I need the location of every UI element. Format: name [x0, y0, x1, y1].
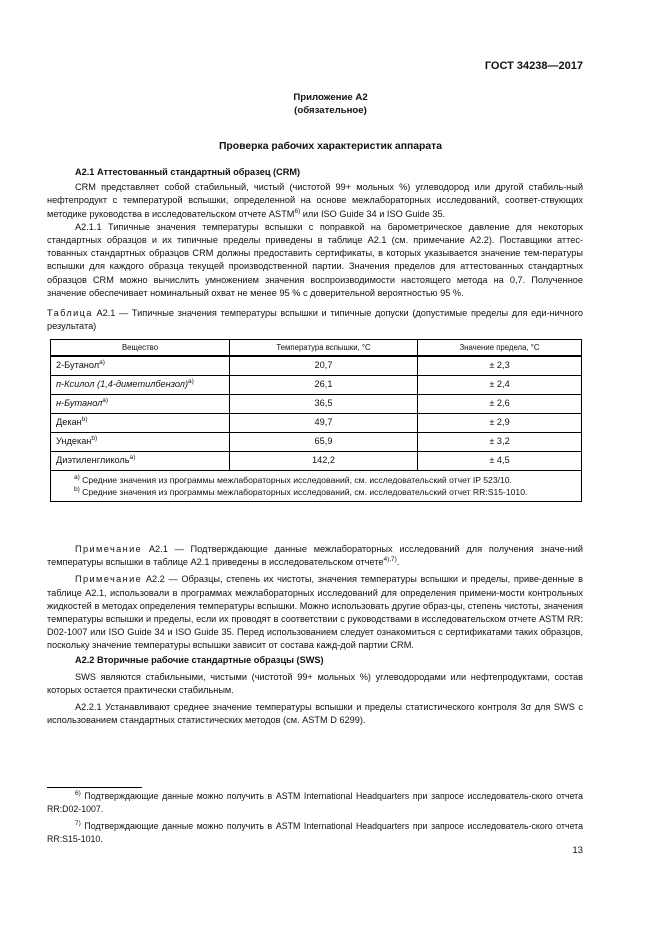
- document-title: Проверка рабочих характеристик аппарата: [218, 141, 443, 152]
- substance-cell: п-Ксилол (1,4-диметилбензол)$^{а)}$: [51, 376, 230, 395]
- footnote-6: $^{6)}$ Подтверждающие данные можно получить в ASTM International Headquarters при запросе исследователь-ского отчета RR:D02-1007.: [47, 790, 583, 814]
- limit-cell: ± 2,6: [418, 395, 582, 414]
- table-row: [51, 414, 582, 433]
- table-note-b: $^{b)}$ Средние значения из программы межлабораторных исследований, см. исследовательский отчет RR:S15-1010.: [74, 486, 528, 497]
- notes-block: [47, 543, 583, 653]
- limit-cell: ± 2,3: [418, 356, 582, 376]
- section-a21-paragraph-1: CRM представляет собой стабильный, чистый (чистотой 99+ мольных %) углеводород или другой стабиль-ный нефтепродукт с температурой вспышки, определенной на основе межлабораторных исследований, соответ-ствующих методике руководства в исследовательском отчете ASTM$^{6)}$ или ISO Guide 34 и ISO Guide 35.: [47, 182, 583, 219]
- appendix-heading: [0, 91, 661, 117]
- table-notes-row: [51, 471, 582, 502]
- note-a22: Примечание А2.2 — Образцы, степень их чистоты, значения температуры вспышки и пределы, приве-денные в таблице А2.1, использовали в программах межлабораторных исследований для определения примени-мости контрольных жидкостей в методах определения температуры вспышки. Можно использовать другие образ-цы, степень чистоты, значения температуры вспышки и пределы, если их проводят в соответствии с руководствами в исследовательском отчете ASTM RR: D02-1007 или ISO Guide 34 и ISO Guide 35. Перед использованием следует ознакомиться с сертификатами таких образцов, поскольку значение температуры вспышки зависит от состава кажд-дой партии CRM.: [47, 574, 583, 651]
- flash-point-cell: 65,9: [230, 433, 418, 452]
- limit-cell: ± 4,5: [418, 452, 582, 471]
- limit-cell: ± 3,2: [418, 433, 582, 452]
- column-header-limit: Значение предела, °С: [418, 340, 582, 357]
- footnote-separator: [47, 787, 142, 788]
- flash-point-table: [50, 339, 582, 502]
- column-header-flash-point: Температура вспышки, °С: [230, 340, 418, 357]
- substance-cell: Декан$^{b)}$: [51, 414, 230, 433]
- section-a22: [47, 654, 583, 727]
- flash-point-cell: 142,2: [230, 452, 418, 471]
- footnotes: [47, 790, 583, 846]
- table-row: [51, 356, 582, 376]
- table-note-a: $^{а)}$ Средние значения из программы межлабораторных исследований, см. исследовательский отчет IP 523/10.: [74, 474, 512, 485]
- footnote-7: $^{7)}$ Подтверждающие данные можно получить в ASTM International Headquarters при запросе исследователь-ского отчета RR:S15-1010.: [47, 820, 583, 844]
- section-a21: [47, 166, 583, 300]
- table-caption: [47, 307, 583, 333]
- limit-cell: ± 2,9: [418, 414, 582, 433]
- substance-cell: Ундекан$^{b)}$: [51, 433, 230, 452]
- substance-cell: Диэтиленгликоль$^{а)}$: [51, 452, 230, 471]
- table-row: [51, 433, 582, 452]
- table-caption-label: Таблица: [47, 308, 93, 318]
- column-header-substance: Вещество: [51, 340, 230, 357]
- standard-number: ГОСТ 34238—2017: [484, 60, 583, 72]
- page-number: 13: [572, 845, 583, 856]
- flash-point-cell: 20,7: [230, 356, 418, 376]
- footnote-ref: 6): [294, 207, 301, 215]
- appendix-title: Приложение А2: [293, 92, 368, 103]
- table-row: [51, 395, 582, 414]
- section-a21-heading: А2.1 Аттестованный стандартный образец (CRM): [75, 167, 301, 177]
- section-a21-paragraph-2: А2.1.1 Типичные значения температуры вспышки с поправкой на барометрическое давление для некоторых стандартных образцов и их типичные пределы приведены в таблице А2.1 (см. примечание А2.2). Поставщики аттес-тованных стандартных образцов CRM должны предоставить сертификаты, в которых указывается значение тем-пературы вспышки для каждого образца текущей производственной партии. Значения пределов для аттестованных стандартных образцов CRM можно вычислить умножением значения воспроизводимости настоящего метода на 0,7. Полученное значение обеспечивает номинальный охват не менее 95 % с доверительной вероятностью 95 %.: [47, 221, 583, 298]
- appendix-status: (обязательное): [294, 105, 367, 116]
- section-a22-heading: А2.2 Вторичные рабочие стандартные образцы (SWS): [75, 655, 324, 665]
- section-a22-paragraph-1: SWS являются стабильными, чистыми (чистотой 99+ мольных %) углеводородами или нефтепродуктами, состав которых остается практически стабильным.: [47, 672, 583, 696]
- note-a21: Примечание А2.1 — Подтверждающие данные межлабораторных исследований для получения значе-ний температуры вспышки в таблице А2.1 приведены в исследовательском отчете$^{4),7)}$.: [47, 544, 583, 568]
- table-header-row: [51, 340, 582, 357]
- limit-cell: ± 2,4: [418, 376, 582, 395]
- flash-point-cell: 49,7: [230, 414, 418, 433]
- section-a22-paragraph-2: А2.2.1 Устанавливают среднее значение температуры вспышки и пределы статистического контроля 3σ для SWS с использованием стандартных статистических методов (см. ASTM D 6299).: [47, 701, 583, 725]
- flash-point-cell: 36,5: [230, 395, 418, 414]
- table-row: [51, 452, 582, 471]
- substance-cell: 2-Бутанол$^{а)}$: [51, 356, 230, 376]
- table-row: [51, 376, 582, 395]
- table-notes: [51, 471, 582, 502]
- substance-cell: н-Бутанол$^{а)}$: [51, 395, 230, 414]
- table-caption-text: А2.1 — Типичные значения температуры вспышки и типичные допуски (допустимые пределы для еди-ничного результата): [47, 308, 583, 332]
- flash-point-cell: 26,1: [230, 376, 418, 395]
